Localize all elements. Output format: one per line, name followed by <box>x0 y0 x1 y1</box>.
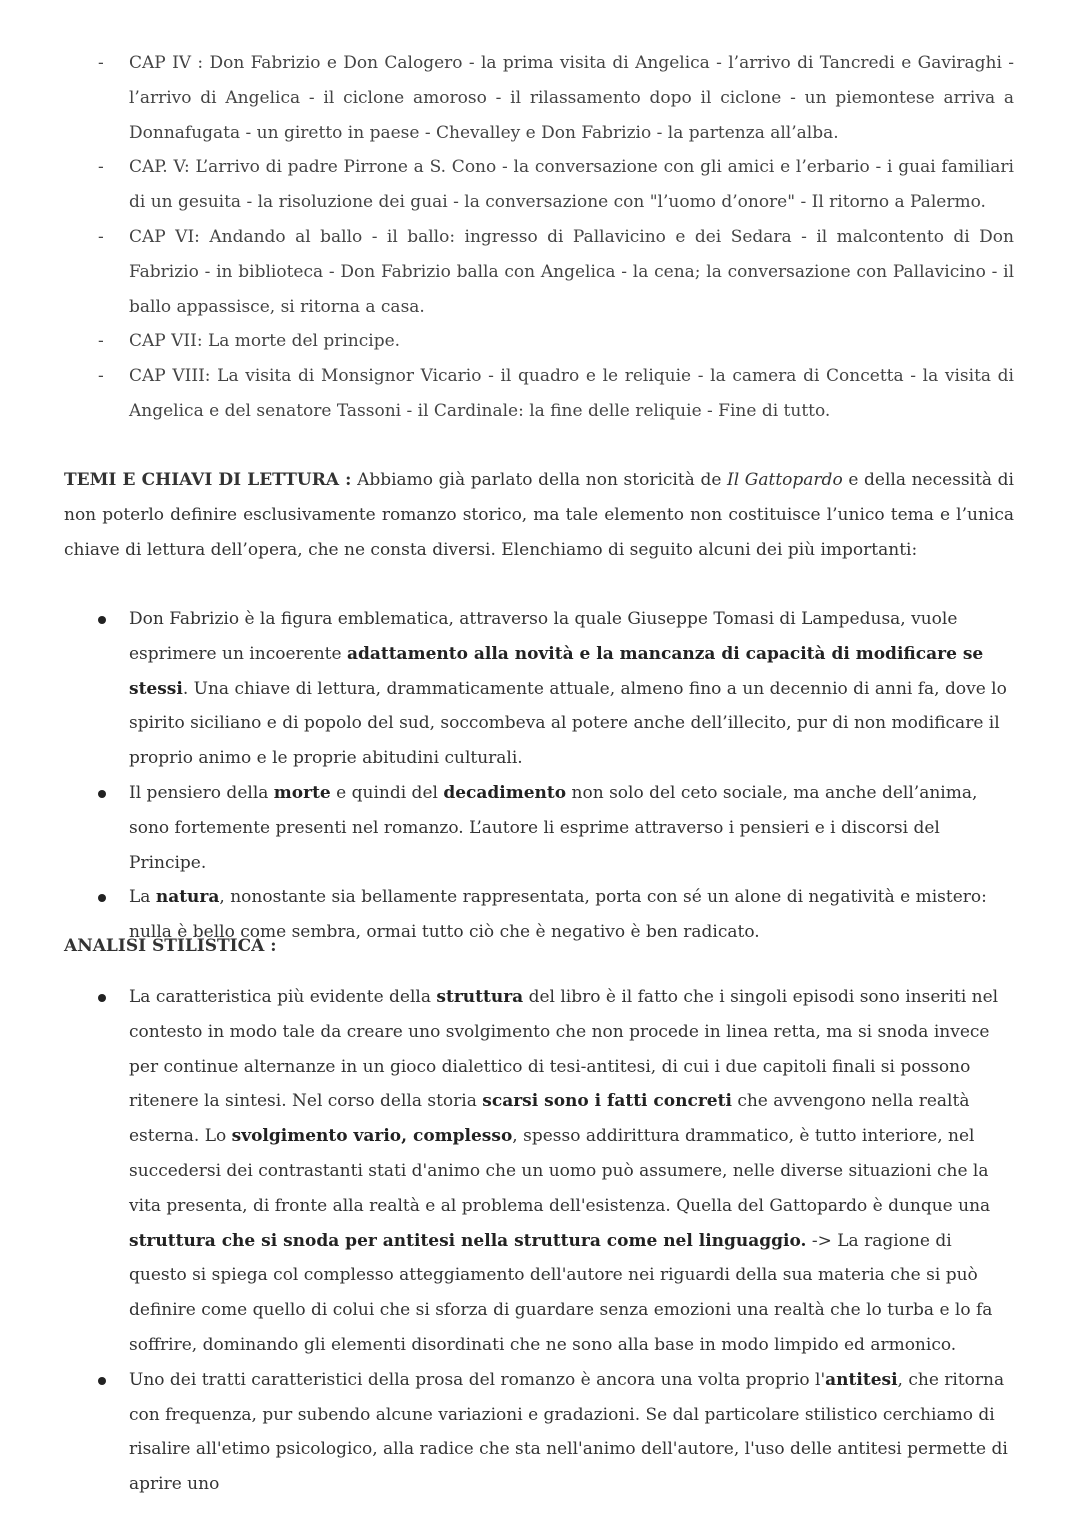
dash-marker: - <box>98 366 104 387</box>
bullet-dot <box>98 616 106 624</box>
bullet-bold: natura <box>155 887 220 908</box>
bullet-bold: struttura <box>436 987 524 1007</box>
bullet-bold: morte <box>273 782 331 803</box>
bullet-text: . Una chiave di lettura, drammaticamente attuale, almeno fino a un decennio di anni fa, dove lo spirito siciliano e di popolo del sud, soccombeva al potere anche dell’illecito, pur di non modificare il proprio animo e le proprie abitudini culturali. <box>129 678 1007 769</box>
bullet-bold: scarsi sono i fatti concreti <box>482 1091 732 1112</box>
temi-text-1: Abbiamo già parlato della non storicità de <box>351 470 728 490</box>
bullet-text: , nonostante sia bellamente rappresentata, porta con sé un alone di negatività e mistero: nulla è bello come sembra, ormai tutto ciò che è negativo è ben radicato. <box>129 887 987 943</box>
bullet-text: La caratteristica più evidente della <box>129 987 437 1007</box>
temi-heading: TEMI E CHIAVI DI LETTURA : <box>64 470 352 490</box>
bullet-bold: decadimento <box>443 782 567 803</box>
temi-bullet-list <box>64 602 1014 950</box>
chapter-list <box>64 46 1014 429</box>
chapter-text: CAP VI: Andando al ballo - il ballo: ingresso di Pallavicino e dei Sedara - il malcontento di Don Fabrizio - in biblioteca - Don Fabrizio balla con Angelica - la cena; la conversazione con Pallavicino - il ballo appassisce, si ritorna a casa. <box>129 226 1014 317</box>
temi-paragraph <box>64 463 1014 567</box>
bullet-text: non solo del ceto sociale, ma anche dell’anima, sono fortemente presenti nel romanzo. L’autore li esprime attraverso i pensieri e i discorsi del Principe. <box>129 782 978 873</box>
chapter-item <box>64 46 1014 150</box>
dash-marker: - <box>98 331 104 352</box>
chapter-text: CAP VII: La morte del principe. <box>129 331 401 352</box>
bullet-dot <box>98 894 106 902</box>
bullet-text: del libro è il fatto che i singoli episodi sono inseriti nel contesto in modo tale da creare uno svolgimento che non procede in linea retta, ma si snoda invece per continue alternanze in un gioco dialettico di tesi-antitesi, di cui i due capitoli finali si possono ritenere la sintesi. Nel corso della storia <box>129 987 999 1112</box>
chapter-item <box>64 324 1014 359</box>
chapter-item <box>64 359 1014 429</box>
bullet-text: Don Fabrizio è la figura emblematica, attraverso la quale Giuseppe Tomasi di Lampedusa, vuole esprimere un incoerente <box>129 609 958 664</box>
chapter-item <box>64 150 1014 220</box>
bullet-text: , che ritorna con frequenza, pur subendo alcune variazioni e gradazioni. Se dal particolare stilistico cerchiamo di risalire all'etimo psicologico, alla radice che sta nell'animo dell'autore, l'uso delle antitesi permette di aprire uno <box>129 1369 1008 1495</box>
bullet-bold: struttura che si snoda per antitesi nella struttura come nel linguaggio. <box>129 1230 807 1251</box>
bullet-text: Il pensiero della <box>129 782 274 803</box>
bullet-item <box>64 980 1014 1363</box>
bullet-item <box>64 1363 1014 1502</box>
temi-text-2: e della necessità di non poterlo definire esclusivamente romanzo storico, ma tale elemento non costituisce l’unico tema e l’unica chiave di lettura dell’opera, che ne consta diversi. Elenchiamo di seguito alcuni dei più importanti: <box>64 470 1014 560</box>
bullet-text: che avvengono nella realtà esterna. Lo <box>129 1091 970 1147</box>
bullet-bold: svolgimento vario, complesso <box>231 1126 513 1147</box>
bullet-dot <box>98 994 106 1002</box>
analisi-heading: ANALISI STILISTICA : <box>64 936 277 956</box>
chapter-item <box>64 220 1014 324</box>
bullet-dot <box>98 790 106 798</box>
bullet-bold: adattamento alla novità e la mancanza di capacità di modificare se stessi <box>129 643 984 699</box>
bullet-text: , spesso addirittura drammatico, è tutto interiore, nel succedersi dei contrastanti stati d'animo che un uomo può assumere, nelle diverse situazioni che la vita presenta, di fronte alla realtà e al problema dell'esistenza. Quella del Gattopardo è dunque una <box>129 1126 991 1216</box>
bullet-text: -> La ragione di questo si spiega col complesso atteggiamento dell'autore nei riguardi della sua materia che si può definire come quello di colui che si sforza di guardare senza emozioni una realtà che lo turba e lo fa soffrire, dominando gli elementi disordinati che ne sono alla base in modo limpido ed armonico. <box>129 1230 993 1355</box>
bullet-item <box>64 776 1014 880</box>
dash-marker: - <box>98 226 104 247</box>
chapter-text: CAP. V: L’arrivo di padre Pirrone a S. Cono - la conversazione con gli amici e l’erbario - i guai familiari di un gesuita - la risoluzione dei guai - la conversazione con "l’uomo d’onore" - Il ritorno a Palermo. <box>129 157 1014 213</box>
bullet-text: La <box>129 887 156 908</box>
bullet-bold: antitesi <box>825 1369 898 1390</box>
book-title: Il Gattopardo <box>727 470 843 490</box>
bullet-text: e quindi del <box>330 782 444 803</box>
bullet-item <box>64 602 1014 776</box>
chapter-text: CAP IV : Don Fabrizio e Don Calogero - la prima visita di Angelica - l’arrivo di Tancredi e Gaviraghi - l’arrivo di Angelica - il ciclone amoroso - il rilassamento dopo il ciclone - un piemontese arriva a Donnafugata - un giretto in paese - Chevalley e Don Fabrizio - la partenza all’alba. <box>129 53 1014 143</box>
chapter-text: CAP VIII: La visita di Monsignor Vicario - il quadro e le reliquie - la camera di Concetta - la visita di Angelica e del senatore Tassoni - il Cardinale: la fine delle reliquie - Fine di tutto. <box>129 366 1014 421</box>
dash-marker: - <box>98 53 104 73</box>
bullet-text: Uno dei tratti caratteristici della prosa del romanzo è ancora una volta proprio l' <box>129 1369 826 1390</box>
bullet-dot <box>98 1377 106 1385</box>
dash-marker: - <box>98 157 104 178</box>
analisi-bullet-list <box>64 980 1014 1502</box>
